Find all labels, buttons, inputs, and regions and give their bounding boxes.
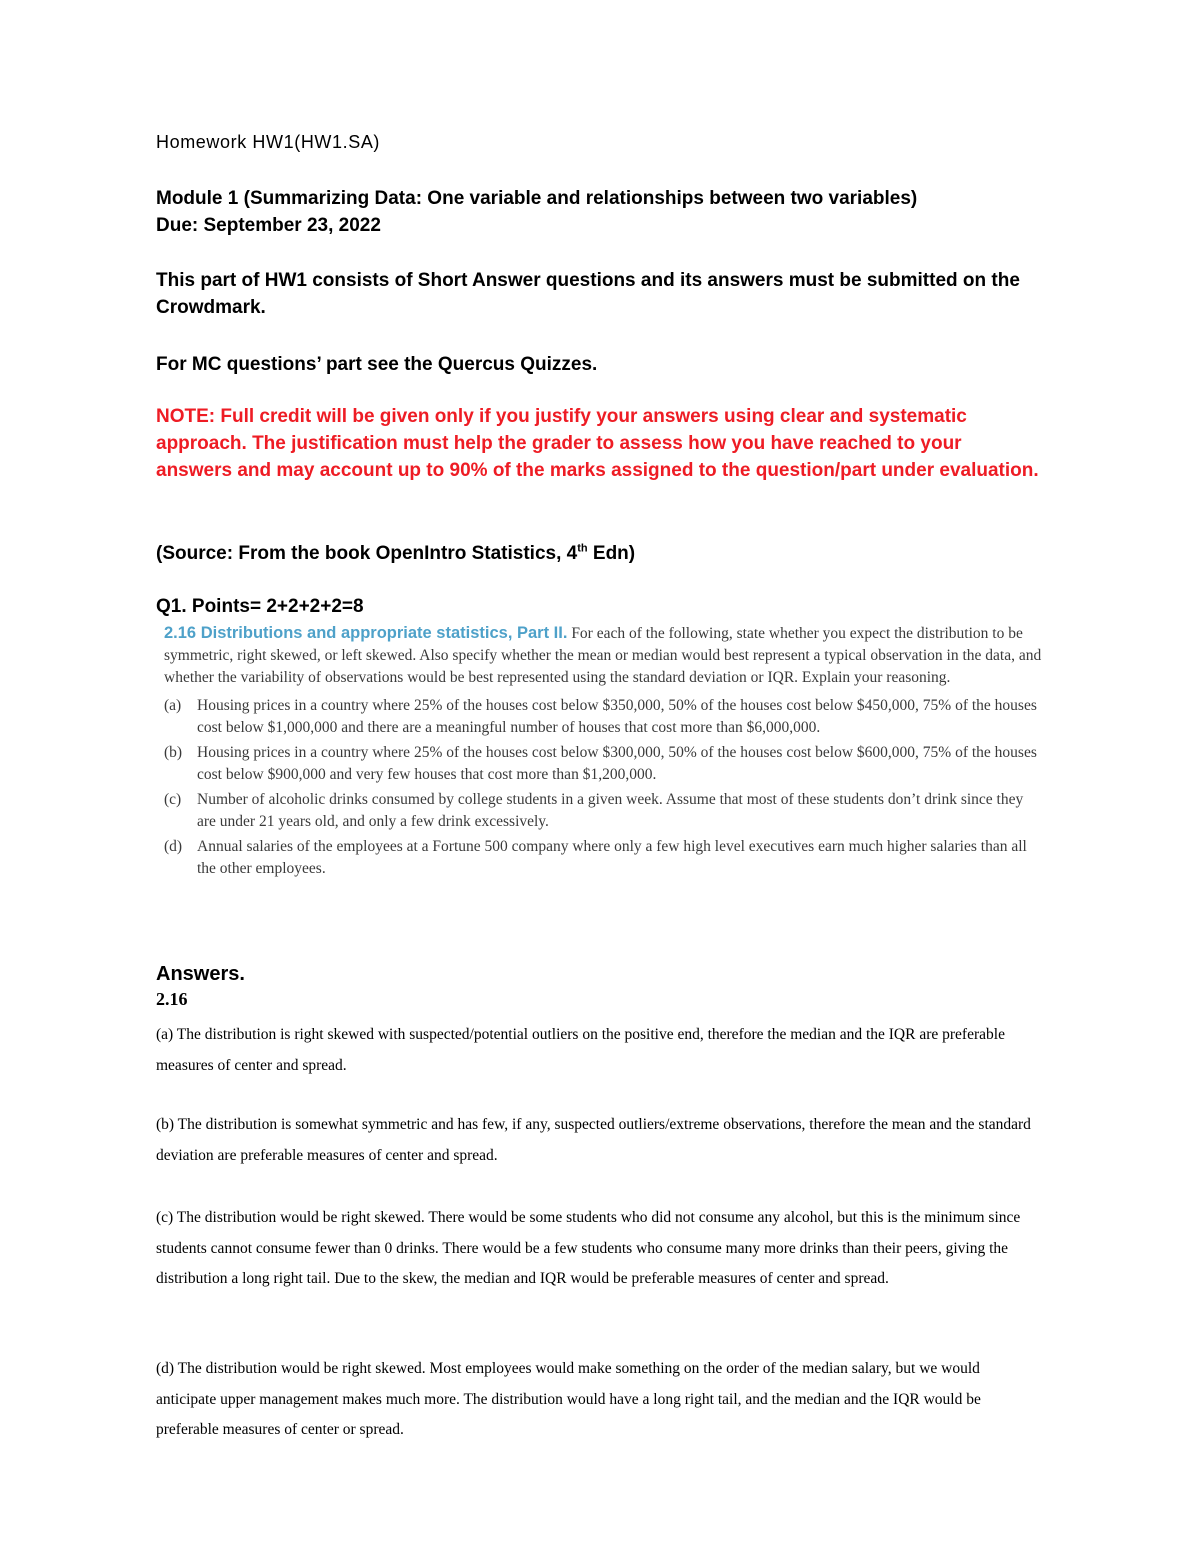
answers-heading: Answers. xyxy=(156,963,245,985)
q1-points: Q1. Points= 2+2+2+2=8 xyxy=(156,596,364,617)
homework-title: Homework HW1(HW1.SA) xyxy=(156,132,381,152)
module-heading xyxy=(156,185,1040,239)
answer-c: (c) The distribution would be right skewed. There would be some students who did not consume any alcohol, but this is the minimum since students cannot consume fewer than 0 drinks. There would be a few students who consume many more drinks than their peers, giving the distribution a long right tail. Due to the skew, the median and IQR would be preferable measures of center and spread. xyxy=(156,1209,1021,1287)
question-item-text: Number of alcoholic drinks consumed by college students in a given week. Assume that most of these students don’t drink since they are under 21 years old, and only a few drink excessively. xyxy=(197,791,1024,830)
due-date: Due: September 23, 2022 xyxy=(156,215,381,236)
question-title: 2.16 Distributions and appropriate statistics, Part II. xyxy=(164,624,568,642)
answer-a: (a) The distribution is right skewed with suspected/potential outliers on the positive end, therefore the median and the IQR are preferable measures of center and spread. xyxy=(156,1026,1005,1074)
answer-b: (b) The distribution is somewhat symmetric and has few, if any, suspected outliers/extreme observations, therefore the mean and the standard deviation are preferable measures of center and spread. xyxy=(156,1116,1031,1164)
question-item-label: (d) xyxy=(164,838,183,855)
crowdmark-instruction: This part of HW1 consists of Short Answer questions and its answers must be submitted on the Crowdmark. xyxy=(156,270,1020,318)
question-item xyxy=(164,836,1044,880)
module-title: Module 1 (Summarizing Data: One variable and relationships between two variables) xyxy=(156,188,918,209)
question-item xyxy=(164,695,1044,739)
source-superscript: th xyxy=(577,542,588,555)
answer-d: (d) The distribution would be right skewed. Most employees would make something on the order of the median salary, but we would anticipate upper management makes much more. The distribution would have a long right tail, and the median and the IQR would be preferable measures of center or spread. xyxy=(156,1360,981,1438)
question-items xyxy=(164,695,1044,880)
source-edition: Edn) xyxy=(587,543,636,564)
question-item-text: Housing prices in a country where 25% of the houses cost below $300,000, 50% of the houses cost below $600,000, 75% of the houses cost below $900,000 and very few houses that cost more than $1,200,000. xyxy=(197,744,1037,783)
question-item xyxy=(164,789,1044,833)
note-paragraph: NOTE: Full credit will be given only if you justify your answers using clear and systematic approach. The justification must help the grader to assess how you have reached to your answers and may account up to 90% of the marks assigned to the question/part under evaluation. xyxy=(156,406,1039,481)
question-intro xyxy=(164,622,1044,689)
question-item-label: (c) xyxy=(164,791,182,808)
source-text: (Source: From the book OpenIntro Statistics, 4 xyxy=(156,543,578,564)
answers-number: 2.16 xyxy=(156,989,188,1009)
question-item-text: Housing prices in a country where 25% of the houses cost below $350,000, 50% of the houses cost below $450,000, 75% of the houses cost below $1,000,000 and there are a meaningful number of houses that cost more than $6,000,000. xyxy=(197,697,1037,736)
question-item xyxy=(164,742,1044,786)
question-item-label: (a) xyxy=(164,697,182,714)
source-line xyxy=(156,540,1040,567)
question-excerpt xyxy=(164,622,1044,883)
question-intro-text: For each of the following, state whether you expect the distribution to be symmetric, right skewed, or left skewed. Also specify whether the mean or median would best represent a typical observation in the data, and whether the variability of observations would be best represented using the standard deviation or IQR. Explain your reasoning. xyxy=(164,625,1042,686)
question-item-text: Annual salaries of the employees at a Fortune 500 company where only a few high level executives earn much higher salaries than all the other employees. xyxy=(197,838,1027,877)
question-item-label: (b) xyxy=(164,744,183,761)
mc-instruction: For MC questions’ part see the Quercus Quizzes. xyxy=(156,354,598,375)
